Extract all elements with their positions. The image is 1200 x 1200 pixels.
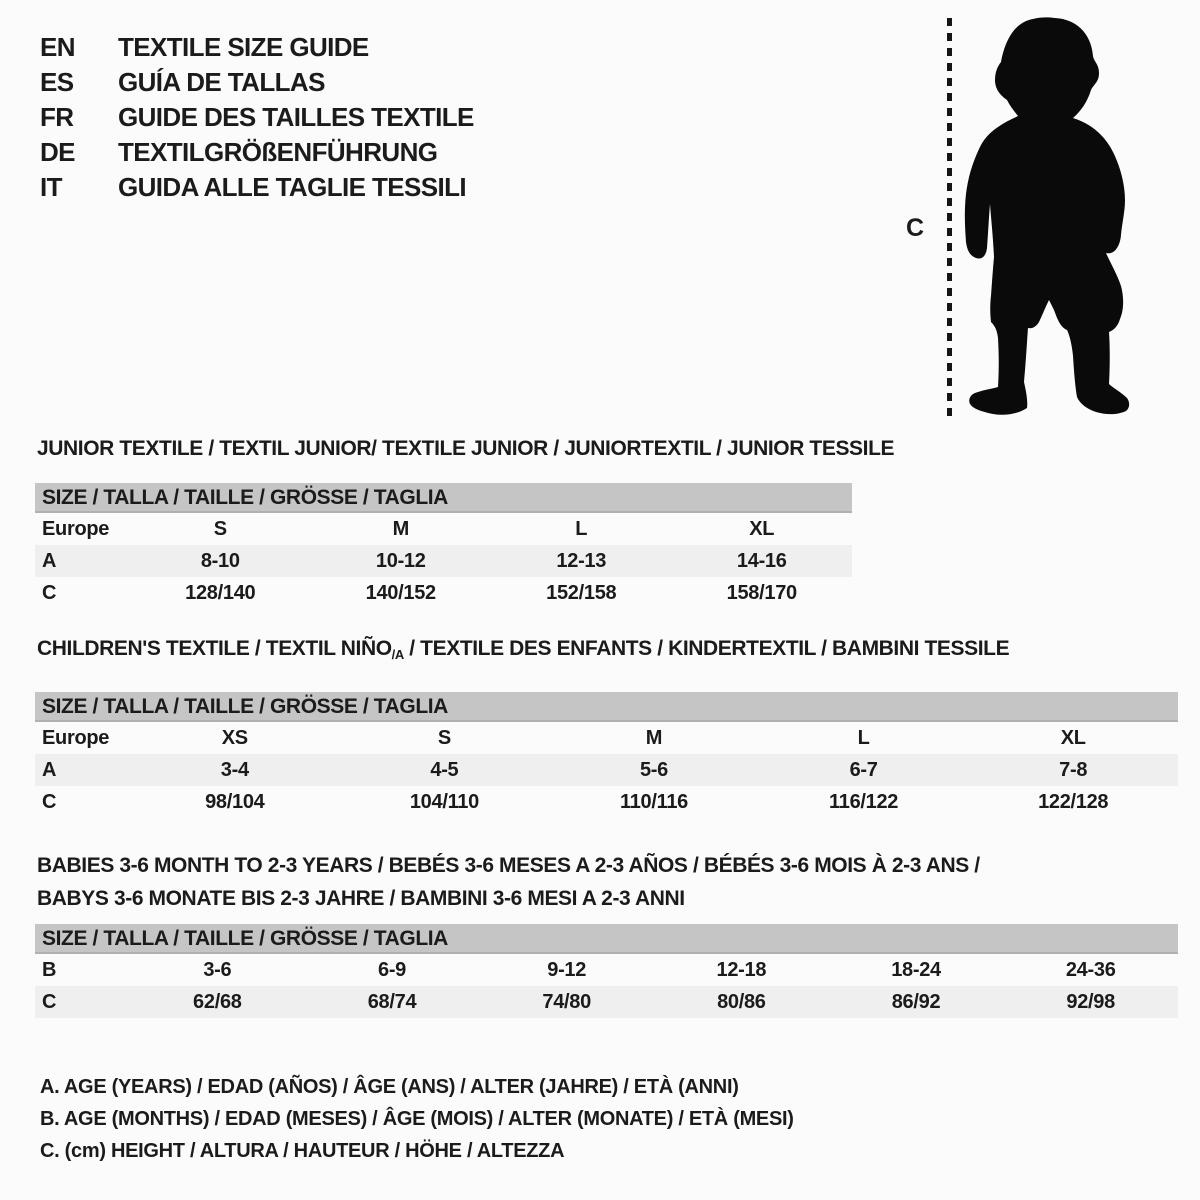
language-code: FR <box>40 102 74 132</box>
table-cell: 104/110 <box>409 791 479 813</box>
region-label: Europe <box>42 727 110 749</box>
table-cell: 92/98 <box>1066 991 1115 1013</box>
size-header-bar: SIZE / TALLA / TAILLE / GRÖSSE / TAGLIA <box>35 924 1178 954</box>
table-cell: 6-9 <box>378 959 407 981</box>
legend-line-height-cm: C. (cm) HEIGHT / ALTURA / HAUTEUR / HÖHE / ALTEZZA <box>40 1140 565 1162</box>
children-title-pre: CHILDREN'S TEXTILE / TEXTIL NIÑO <box>37 637 392 660</box>
size-cell: L <box>857 727 870 749</box>
table-row-height <box>35 786 1178 818</box>
table-cell: 12-18 <box>716 959 767 981</box>
size-cell: M <box>645 727 663 749</box>
table-cell: 7-8 <box>1059 759 1088 781</box>
size-cell: S <box>437 727 451 749</box>
row-label: B <box>42 959 57 981</box>
size-cell: S <box>213 518 227 540</box>
language-title: GUÍA DE TALLAS <box>118 67 325 97</box>
language-code: EN <box>40 32 75 62</box>
toddler-silhouette-icon <box>963 16 1138 418</box>
size-cell: L <box>575 518 588 540</box>
table-row-sizes <box>35 513 852 545</box>
babies-section-title-line1: BABIES 3-6 MONTH TO 2-3 YEARS / BEBÉS 3-6 MESES A 2-3 AÑOS / BÉBÉS 3-6 MOIS À 2-3 ANS / <box>37 854 980 877</box>
babies-section-title-line2: BABYS 3-6 MONATE BIS 2-3 JAHRE / BAMBINI 3-6 MESI A 2-3 ANNI <box>37 887 685 910</box>
table-cell: 62/68 <box>193 991 242 1013</box>
language-row-de <box>40 135 474 170</box>
row-label: A <box>42 759 57 781</box>
size-header-bar: SIZE / TALLA / TAILLE / GRÖSSE / TAGLIA <box>35 483 852 513</box>
language-title: GUIDA ALLE TAGLIE TESSILI <box>118 172 467 202</box>
table-cell: 128/140 <box>185 582 256 604</box>
babies-size-table <box>35 924 1178 1018</box>
table-cell: 8-10 <box>200 550 240 572</box>
table-row-height <box>35 577 852 609</box>
height-dimension-line <box>947 18 952 416</box>
size-cell: XS <box>221 727 248 749</box>
children-title-post: / TEXTILE DES ENFANTS / KINDERTEXTIL / BAMBINI TESSILE <box>403 637 1010 660</box>
junior-section-title: JUNIOR TEXTILE / TEXTIL JUNIOR/ TEXTILE JUNIOR / JUNIORTEXTIL / JUNIOR TESSILE <box>37 437 895 460</box>
language-title-list <box>40 30 474 205</box>
size-cell: M <box>392 518 409 540</box>
table-cell: 122/128 <box>1038 791 1109 813</box>
children-size-table <box>35 692 1178 818</box>
table-cell: 68/74 <box>367 991 417 1013</box>
table-cell: 116/122 <box>829 791 899 813</box>
size-cell: XL <box>749 518 775 540</box>
table-row-age <box>35 545 852 577</box>
row-label: A <box>42 550 57 572</box>
table-cell: 4-5 <box>430 759 459 781</box>
table-cell: 74/80 <box>542 991 591 1013</box>
size-header-bar: SIZE / TALLA / TAILLE / GRÖSSE / TAGLIA <box>35 692 1178 722</box>
row-label: C <box>42 582 57 604</box>
table-cell: 80/86 <box>717 991 766 1013</box>
language-title: TEXTILGRÖßENFÜHRUNG <box>118 137 438 167</box>
language-title: GUIDE DES TAILLES TEXTILE <box>118 102 474 132</box>
table-cell: 140/152 <box>365 582 436 604</box>
table-cell: 24-36 <box>1065 959 1116 981</box>
language-code: IT <box>40 172 62 202</box>
children-section-title <box>37 637 1009 661</box>
table-cell: 152/158 <box>546 582 617 604</box>
table-cell: 3-4 <box>220 759 249 781</box>
language-code: ES <box>40 67 74 97</box>
table-row-months <box>35 954 1178 986</box>
dimension-label-c: C <box>906 214 925 242</box>
table-cell: 5-6 <box>639 759 668 781</box>
table-row-sizes <box>35 722 1178 754</box>
language-row-it <box>40 170 474 205</box>
table-cell: 86/92 <box>891 991 941 1013</box>
table-cell: 6-7 <box>849 759 878 781</box>
language-row-en <box>40 30 474 65</box>
table-cell: 98/104 <box>205 791 265 813</box>
legend-line-age-months: B. AGE (MONTHS) / EDAD (MESES) / ÂGE (MOIS) / ALTER (MONATE) / ETÀ (MESI) <box>40 1108 794 1130</box>
table-cell: 110/116 <box>619 791 688 813</box>
children-title-subscript: /A <box>391 647 404 662</box>
legend-line-age-years: A. AGE (YEARS) / EDAD (AÑOS) / ÂGE (ANS) / ALTER (JAHRE) / ETÀ (ANNI) <box>40 1076 739 1098</box>
table-cell: 14-16 <box>736 550 787 572</box>
table-cell: 9-12 <box>547 959 587 981</box>
language-code: DE <box>40 137 75 167</box>
language-row-es <box>40 65 474 100</box>
row-label: C <box>42 991 57 1013</box>
table-cell: 158/170 <box>726 582 797 604</box>
table-cell: 18-24 <box>891 959 941 981</box>
junior-size-table <box>35 483 852 609</box>
region-label: Europe <box>42 518 110 540</box>
row-label: C <box>42 791 57 813</box>
language-title: TEXTILE SIZE GUIDE <box>118 32 369 62</box>
language-row-fr <box>40 100 474 135</box>
table-row-height <box>35 986 1178 1018</box>
table-cell: 10-12 <box>375 550 426 572</box>
size-cell: XL <box>1060 727 1086 749</box>
table-cell: 3-6 <box>203 959 232 981</box>
table-row-age <box>35 754 1178 786</box>
table-cell: 12-13 <box>556 550 607 572</box>
